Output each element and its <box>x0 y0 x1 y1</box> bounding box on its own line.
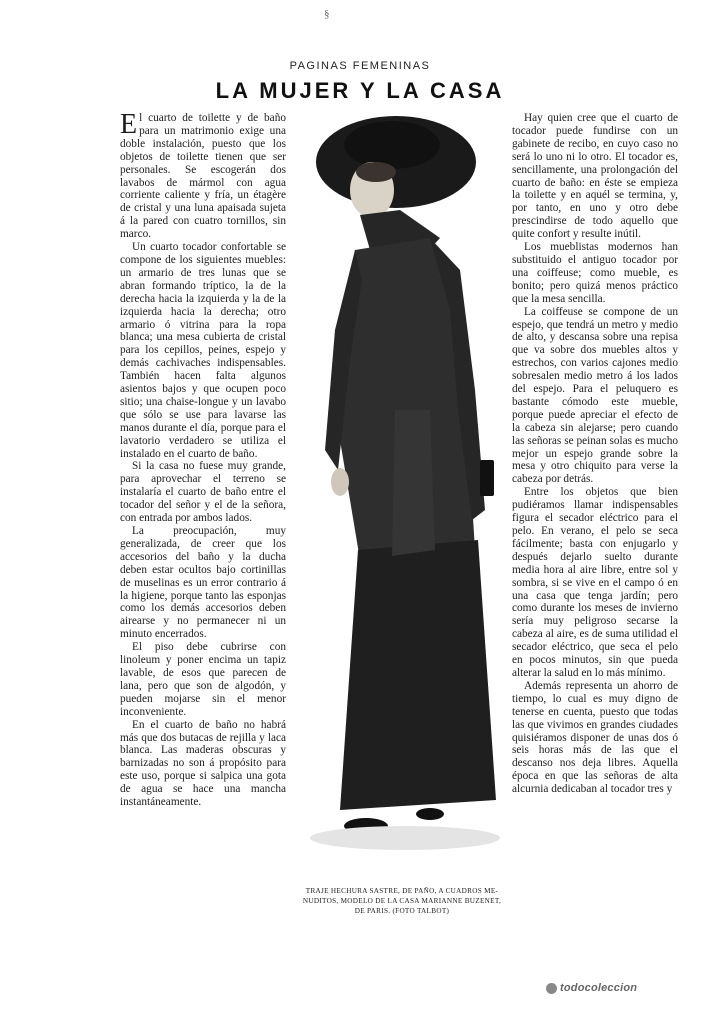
page-mark: § <box>324 8 330 20</box>
paragraph: Hay quien cree que el cuarto de tocador puede fundirse con un gabinete de recibo, en cuyo caso no será lo uno ni lo otro. El tocador es, sencillamente, una prolongación del cuarto de baño: en éste se empieza la toilette y en aquél se termina, y, por tanto, en uno y otro debe prescindirse de todo aquello que quite confort y resulte inútil. <box>512 112 678 241</box>
woman-in-suit-illustration <box>300 110 506 880</box>
watermark-logo-icon <box>546 983 557 994</box>
paragraph: En el cuarto de baño no habrá más que dos butacas de rejilla y laca blanca. Las maderas obscuras y barnizadas no son á propósito para este uso, porque si salpica una gota de agua se hace una mancha instantáneamente. <box>120 718 286 809</box>
watermark <box>546 982 637 994</box>
paragraph: La coiffeuse se compone de un espejo, que tendrá un metro y medio de alto, y descansa sobre una repisa que va sobre dos muebles altos y estrechos, con varios cajones medio sobresalen medio metro á los lados del espejo. Para el peluquero es bastante cómodo este mueble, porque puede apreciar el efecto de la cabeza sin alejarse; pero cuando las señoras se peinan solas es mucho mejor un espejo grande sobre la mesa y otro chiquito para verse la cabeza por detrás. <box>512 305 678 486</box>
paragraph: Si la casa no fuese muy grande, para aprovechar el terreno se instalaría el cuarto de baño entre el tocador del señor y el de la señora, con entrada por ambos lados. <box>120 460 286 525</box>
paragraph: Un cuarto tocador confortable se compone de los siguientes muebles: un armario de tres lunas que se abran formando tríptico, la de la derecha hacia la izquierda y la de la izquierda hacia la derecha; otro armario ó vitrina para la ropa blanca; una mesa cubierta de cristal para los cepillos, peines, espejo y demás cachivaches indispensables. También hacen falta algunos asientos bajos y que ocupen poco sitio; una chaise-longue y un lavabo que sólo se use para lavarse las manos durante el día, porque para el lavatorio verdadero se utiliza el instalado en el cuarto de baño. <box>120 241 286 460</box>
paragraph: La preocupación, muy generalizada, de creer que los accesorios del baño y la ducha deben estar ocultos bajo cortinillas de muselinas es un error contrario á la higiene, porque tanto las esponjas como los demás accesorios deben airearse y no permanecer ni un minuto encerrados. <box>120 525 286 641</box>
caption-line: TRAJE HECHURA SASTRE, DE PAÑO, A CUADROS ME- <box>305 887 499 895</box>
caption-line: NUDITOS, MODELO DE LA CASA MARIANNE BUZENET, <box>302 897 502 905</box>
right-column <box>512 112 678 796</box>
paragraph: El cuarto de toilette y de baño para un matrimonio exige una doble instalación, puesto que los objetos de toilette tienen que ser personales. Se escogerán dos lavabos de mármol con agua corriente caliente y fría, un étagère de cristal y una luna apaisada sujeta á la pared con cuatro tornillos, sin marco. <box>120 109 286 241</box>
fashion-photo <box>300 110 506 880</box>
section-header: PAGINAS FEMENINAS <box>289 60 431 72</box>
paragraph: Los mueblistas modernos han substituido el antiguo tocador por una coiffeuse; como mueble, es bonito; pero quizá menos práctico que la mesa sencilla. <box>512 241 678 305</box>
paragraph: El piso debe cubrirse con linoleum y poner encima un tapiz lavable, de esos que parecen de lana, pero que son de algodón, y pueden mojarse sin el menor inconveniente. <box>120 641 286 718</box>
caption-line: DE PARIS. (FOTO TALBOT) <box>354 907 450 915</box>
dropcap: E <box>120 109 138 140</box>
watermark-text: todocoleccion <box>560 982 638 994</box>
article-title: LA MUJER Y LA CASA <box>215 78 505 103</box>
photo-caption <box>292 886 512 916</box>
paragraph: Además representa un ahorro de tiempo, lo cual es muy digno de tenerse en cuenta, puesto que todas las que vivimos en grandes ciudades quisiéramos disponer de unas dos ó seis horas más de las que el descanso nos deja libres. Aquella época en que las señoras de alta alcurnia dedicaban al tocador tres y <box>512 679 678 796</box>
paragraph: Entre los objetos que bien pudiéramos llamar indispensables figura el secador eléctrico para el pelo. En verano, el pelo se seca fácilmente; basta con enjugarlo y después dejarlo suelto durante media hora al aire libre, entre sol y sombra, si se vive en el campo ó en una casa que tenga jardín; pero como durante los meses de invierno sería muy peligroso secarse la cabeza al aire, es de suma utilidad el secador eléctrico, que seca el pelo en pocos minutos, sin que pueda alterar la salud en lo más mínimo. <box>512 486 678 679</box>
left-column <box>120 109 286 809</box>
